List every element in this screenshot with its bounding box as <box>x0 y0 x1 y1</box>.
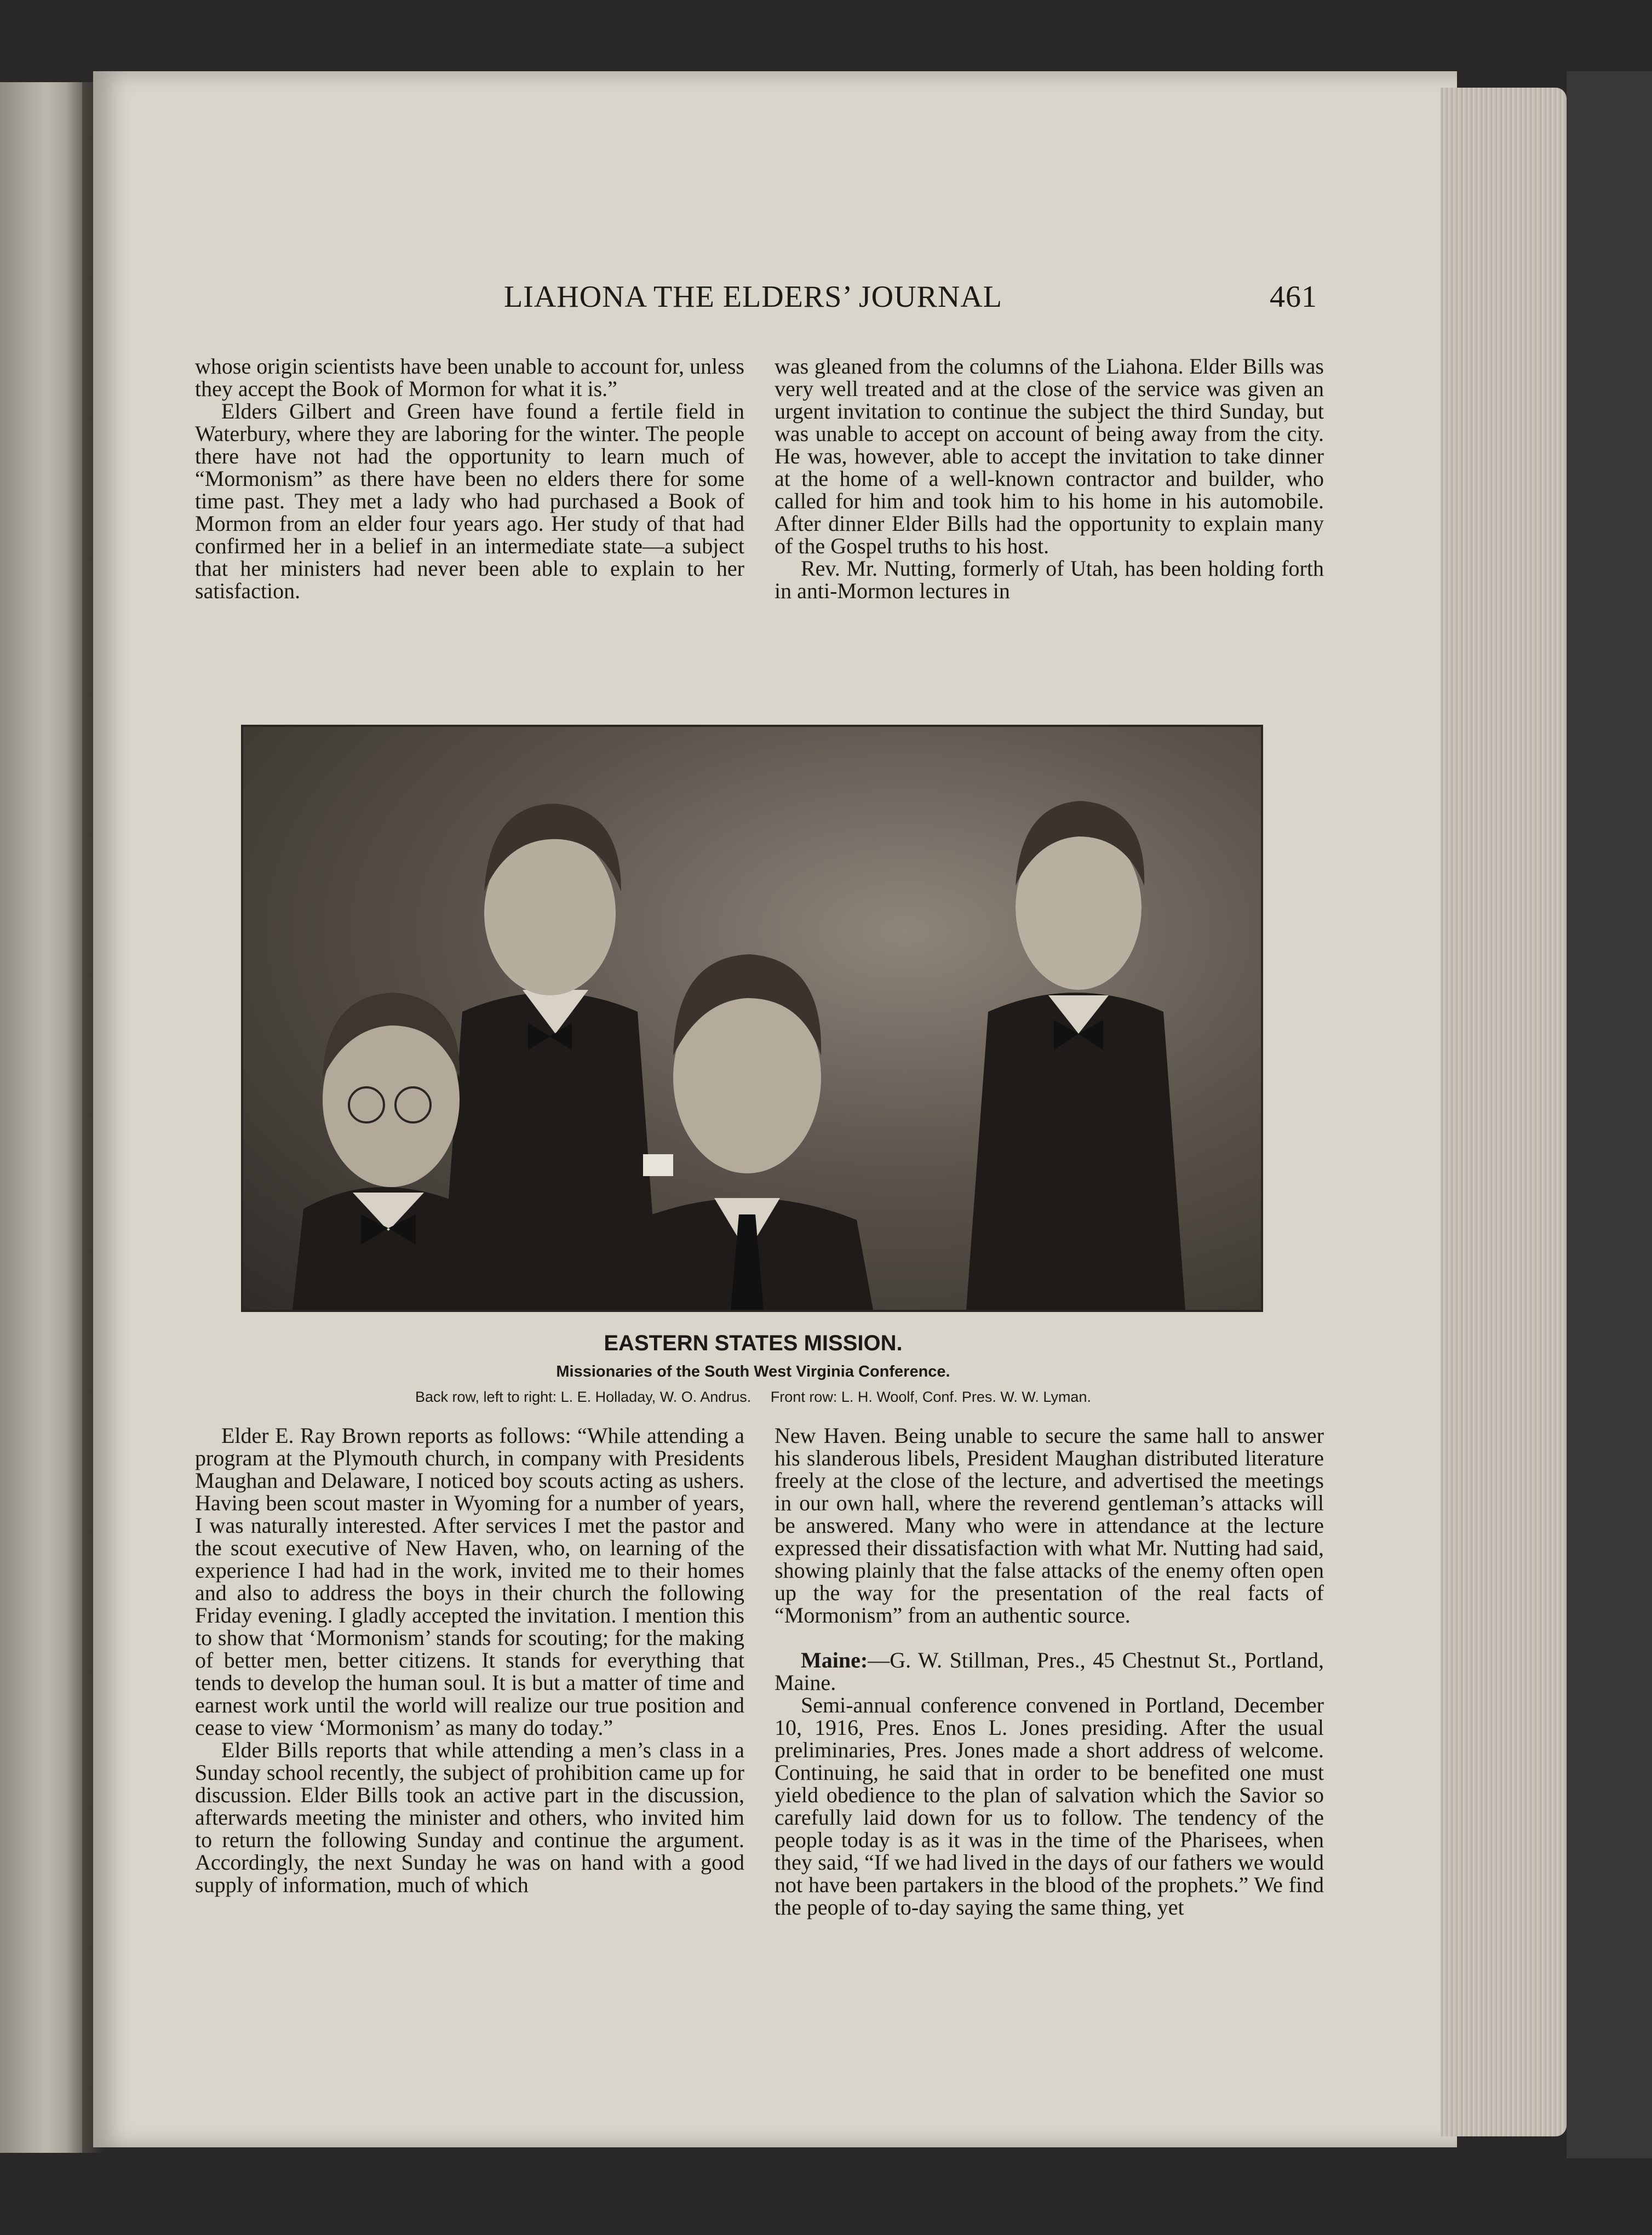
bottom-right-column <box>775 1424 1324 2142</box>
maine-paragraph <box>775 1649 1324 1694</box>
top-left-column <box>195 355 744 697</box>
paragraph: Rev. Mr. Nutting, formerly of Utah, has been holding forth in anti-Mormon lectures in <box>775 556 1324 603</box>
running-head <box>189 279 1317 323</box>
journal-title: LIAHONA THE ELDERS’ JOURNAL <box>504 280 1002 314</box>
caption-front-row: Front row: L. H. Woolf, Conf. Pres. W. W. Lyman. <box>770 1389 1091 1405</box>
paragraph: whose origin scientists have been unable to account for, unless they accept the Book of Mormon for what it is.” <box>195 354 744 401</box>
photo-figures <box>243 727 1261 1310</box>
paragraph: was gleaned from the columns of the Liahona. Elder Bills was very well treated and at the close of the service was given an urgent invitation to continue the subject the third Sunday, but was unable to accept on account of being away from the city. He was, however, able to accept the invitation to take dinner at the home of a well-known contractor and builder, who called for him and took him to his home in his automobile. After dinner Elder Bills had the opportunity to explain many of the Gospel truths to his host. <box>775 354 1324 558</box>
bottom-left-column <box>195 1424 744 2142</box>
book-cover <box>1567 71 1652 2158</box>
facing-page-edge <box>0 82 82 2153</box>
portrait-back-right <box>966 801 1185 1310</box>
paragraph: Elder E. Ray Brown reports as follows: “While attending a program at the Plymouth church, in company with Presidents Maughan and Delaware, I noticed boy scouts acting as ushers. Having been scout master in Wyoming for a number of years, I was naturally interested. After services I met the pastor and the scout executive of New Haven, who, on learning of the experience I had had in the work, invited me to their homes and also to address the boys in their church the following Friday evening. I gladly accepted the invitation. I mention this to show that ‘Mormonism’ stands for scouting; for the making of better men, better citizens. It stands for everything that tends to develop the human soul. It is but a matter of time and earnest work until the world will realize our true position and cease to view ‘Mormonism’ as many do today.” <box>195 1423 744 1740</box>
paragraph: Elder Bills reports that while attending a men’s class in a Sunday school recently, the subject of prohibition came up for discussion. Elder Bills took an active part in the discussion, afterwards meeting the minister and others, who invited him to return the following Sunday and continue the argument. Accordingly, the next Sunday he was on hand with a good supply of information, much of which <box>195 1738 744 1897</box>
paragraph: New Haven. Being unable to secure the same hall to answer his slanderous libels, President Maughan distributed literature freely at the close of the lecture, and advertised the meetings in our own hall, where the reverend gentleman’s attacks will be answered. Many who were in attendance at the lecture expressed their dissatisfaction with what Mr. Nutting had said, showing plainly that the false attacks of the enemy often open up the way for the presentation of the real facts of “Mormonism” from an authentic source. <box>775 1423 1324 1627</box>
caption-names <box>189 1389 1317 1406</box>
caption-subtitle: Missionaries of the South West Virginia Conference. <box>556 1363 950 1380</box>
page-stack-edges <box>1441 88 1567 2136</box>
paragraph: Semi-annual conference convened in Portland, December 10, 1916, Pres. Enos L. Jones presiding. After the usual preliminaries, Pres. Jones made a short address of welcome. Continuing, he said that in order to be benefited one must yield obedience to the plan of salvation which the Savior so carefully laid down for us to follow. The tendency of the people today is as it was in the time of the Pharisees, when they said, “If we had lived in the days of our fathers we would not have been partakers in the blood of the prophets.” We find the people of to-day saying the same thing, yet <box>775 1693 1324 1919</box>
paragraph: Elders Gilbert and Green have found a fertile field in Waterbury, where they are laboring for the winter. The people there have not had the opportunity to learn much of “Mormonism” as there have been no elders there for some time past. They met a lady who had purchased a Book of Mormon from an elder four years ago. Her study of that had confirmed her in a belief in an intermediate state—a subject that her ministers had never been able to explain to her satisfaction. <box>195 399 744 603</box>
portrait-front-center <box>621 954 873 1310</box>
maine-text: —G. W. Stillman, Pres., 45 Chestnut St., Portland, Maine. <box>775 1648 1324 1695</box>
page-number: 461 <box>1270 280 1317 314</box>
maine-heading: Maine: <box>801 1648 868 1672</box>
caption-title: EASTERN STATES MISSION. <box>604 1331 903 1355</box>
missionaries-photograph <box>241 725 1263 1312</box>
caption-back-row: Back row, left to right: L. E. Holladay, W. O. Andrus. <box>415 1389 752 1405</box>
top-right-column <box>775 355 1324 697</box>
